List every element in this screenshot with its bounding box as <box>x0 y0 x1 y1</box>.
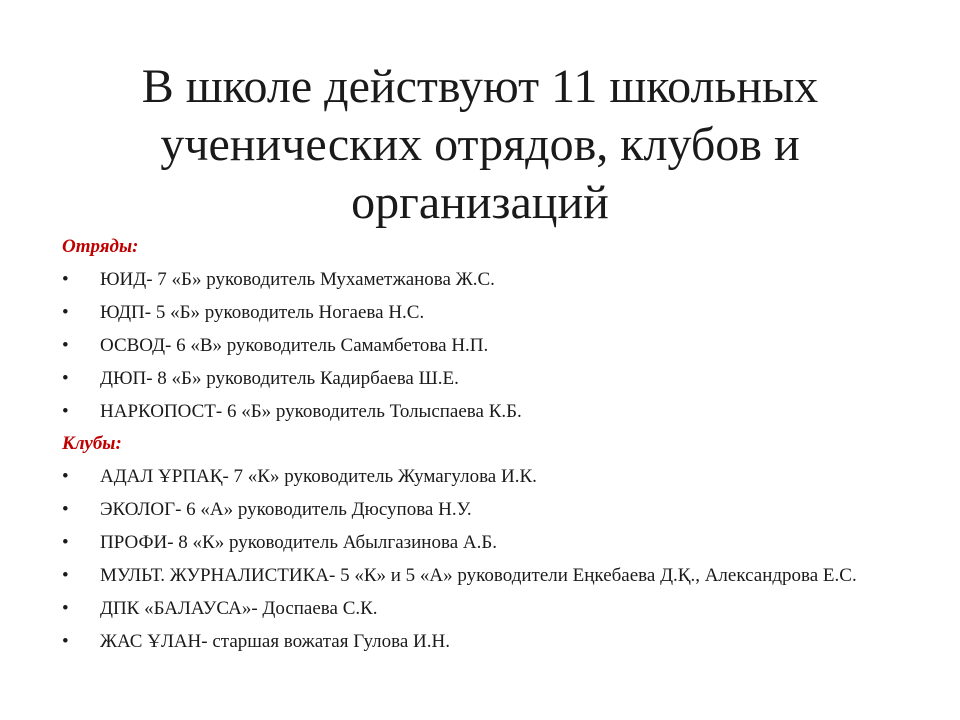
list-item-text: ЮДП- 5 «Б» руководитель Ногаева Н.С. <box>100 302 425 323</box>
list-item-text: АДАЛ ҰРПАҚ- 7 «К» руководитель Жумагулова И.К. <box>100 466 537 487</box>
list-item <box>62 465 922 489</box>
list-item <box>62 301 922 325</box>
list-item-text: ДЮП- 8 «Б» руководитель Кадирбаева Ш.Е. <box>100 368 459 389</box>
list-item-text: ДПК «БАЛАУСА»- Доспаева С.К. <box>100 598 378 619</box>
list-item-text: ПРОФИ- 8 «К» руководитель Абылгазинова А.Б. <box>100 532 498 553</box>
bullet-icon: • <box>62 368 69 389</box>
bullet-icon: • <box>62 565 69 586</box>
list-item <box>62 597 922 621</box>
list-item <box>62 268 922 292</box>
slide-title: В школе действуют 11 школьных ученических отрядов, клубов и организаций <box>141 60 819 229</box>
list-item-text: ЖАС ҰЛАН- старшая вожатая Гулова И.Н. <box>100 631 450 652</box>
list-item-text: ЮИД- 7 «Б» руководитель Мухаметжанова Ж.С. <box>100 269 495 290</box>
list-item <box>62 531 922 555</box>
clubs-list <box>62 465 922 654</box>
bullet-icon: • <box>62 598 69 619</box>
list-item-text: ЭКОЛОГ- 6 «А» руководитель Дюсупова Н.У. <box>100 499 472 520</box>
section-clubs <box>62 431 922 654</box>
squads-list <box>62 268 922 424</box>
section-heading-clubs: Клубы: <box>62 433 122 454</box>
list-item-text: МУЛЬТ. ЖУРНАЛИСТИКА- 5 «К» и 5 «А» руководители Еңкебаева Д.Қ., Александрова Е.С. <box>100 565 857 586</box>
list-item-text: ОСВОД- 6 «В» руководитель Самамбетова Н.П. <box>100 335 489 356</box>
list-item <box>62 498 922 522</box>
list-item <box>62 630 922 654</box>
bullet-icon: • <box>62 631 69 652</box>
section-heading-squads: Отряды: <box>62 236 139 257</box>
list-item <box>62 400 922 424</box>
bullet-icon: • <box>62 499 69 520</box>
list-item <box>62 564 922 588</box>
bullet-icon: • <box>62 466 69 487</box>
list-item-text: НАРКОПОСТ- 6 «Б» руководитель Толыспаева К.Б. <box>100 401 522 422</box>
bullet-icon: • <box>62 269 69 290</box>
list-item <box>62 367 922 391</box>
bullet-icon: • <box>62 532 69 553</box>
bullet-icon: • <box>62 335 69 356</box>
bullet-icon: • <box>62 302 69 323</box>
list-item <box>62 334 922 358</box>
section-squads <box>62 234 922 424</box>
slide-content <box>62 234 922 663</box>
bullet-icon: • <box>62 401 69 422</box>
